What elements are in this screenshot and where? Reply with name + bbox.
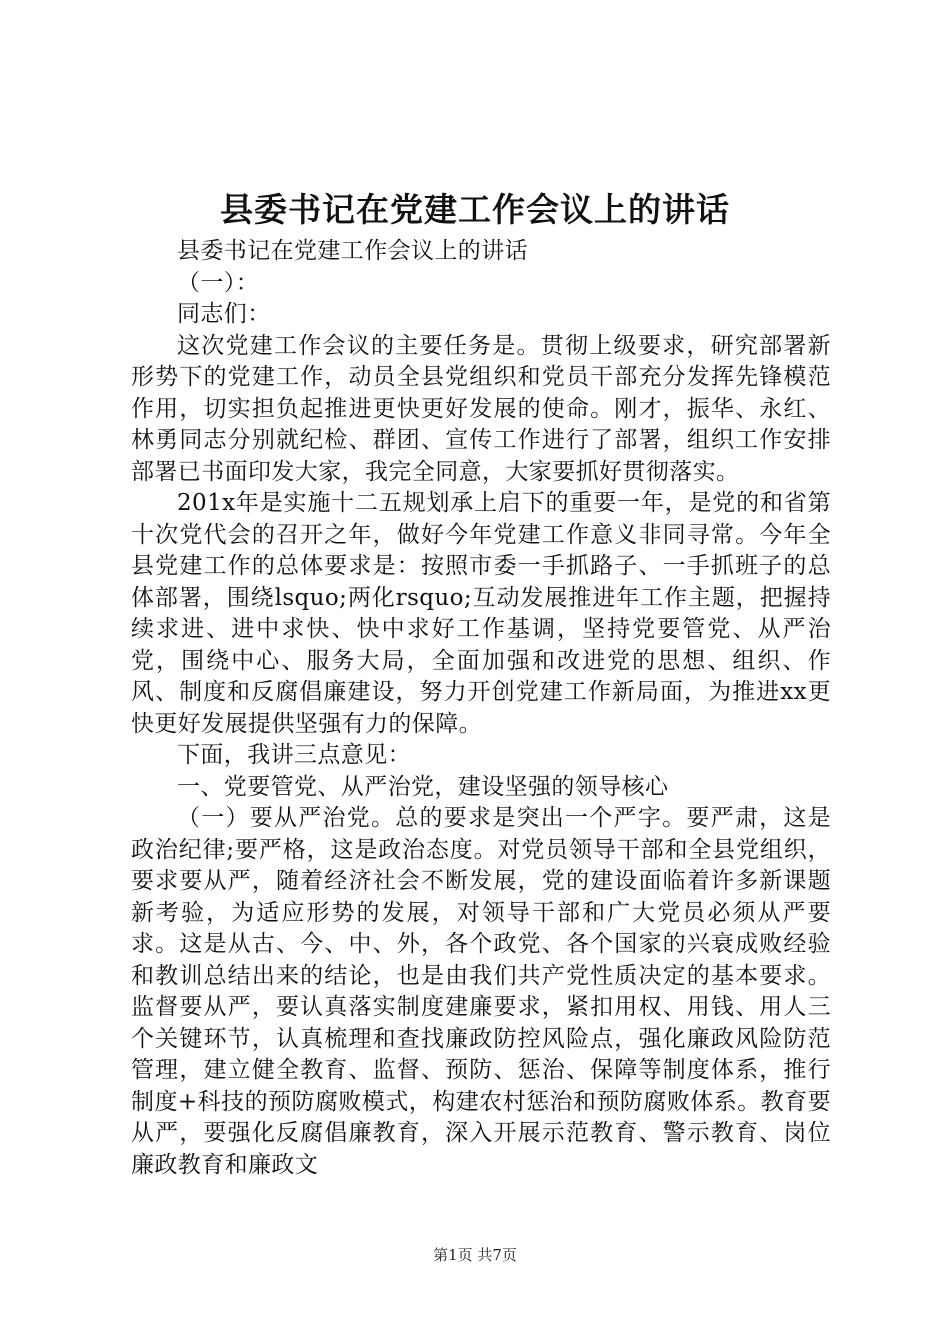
- salutation: 同志们：: [177, 301, 271, 327]
- body-paragraph: 这次党建工作会议的主要任务是。贯彻上级要求，研究部署新形势下的党建工作，动员全县党组织和党员干部充分发挥先锋模范作用，切实担负起推进更快更好发展的使命。刚才，振华、永红、林勇同志分别就纪检、群团、宣传工作进行了部署，组织工作安排部署已书面印发大家，我完全同意，大家要抓好贯彻落实。: [131, 332, 831, 485]
- subtitle-paragraph: 县委书记在党建工作会议上的讲话: [177, 238, 528, 264]
- document-title: 县委书记在党建工作会议上的讲话: [220, 190, 730, 229]
- section-number: （一）：: [177, 269, 260, 296]
- body-paragraph: 201x年是实施十二五规划承上启下的重要一年，是党的和省第十次党代会的召开之年，做好今年党建工作意义非同寻常。今年全县党建工作的总体要求是：按照市委一手抓路子、一手抓班子的总体部署，围绕lsquo;两化rsquo;互动发展推进年工作主题，把握持续求进、进中求快、快中求好工作基调，坚持党要管党、从严治党，围绕中心、服务大局，全面加强和改进党的思想、组织、作风、制度和反腐倡廉建设，努力开创党建工作新局面，为推进xx更快更好发展提供坚强有力的保障。: [131, 490, 831, 737]
- page-number-footer: 第1页 共7页: [433, 1246, 517, 1264]
- document-body: [131, 236, 831, 1181]
- body-paragraph: （一）要从严治党。总的要求是突出一个严字。要严肃，这是政治纪律;要严格，这是政治态度。对党员领导干部和全县党组织，要求要从严，随着经济社会不断发展，党的建设面临着许多新课题新考验，为适应形势的发展，对领导干部和广大党员必须从严要求。这是从古、今、中、外，各个政党、各个国家的兴衰成败经验和教训总结出来的结论，也是由我们共产党性质决定的基本要求。监督要从严，要认真落实制度建廉要求，紧扣用权、用钱、用人三个关键环节，认真梳理和查找廉政防控风险点，强化廉政风险防范管理，建立健全教育、监督、预防、惩治、保障等制度体系，推行制度+科技的预防腐败模式，构建农村惩治和预防腐败体系。教育要从严，要强化反腐倡廉教育，深入开展示范教育、警示教育、岗位廉政教育和廉政文: [131, 805, 831, 1178]
- section-heading: 一、党要管党、从严治党，建设坚强的领导核心: [177, 773, 669, 800]
- body-paragraph: 下面，我讲三点意见：: [177, 742, 411, 768]
